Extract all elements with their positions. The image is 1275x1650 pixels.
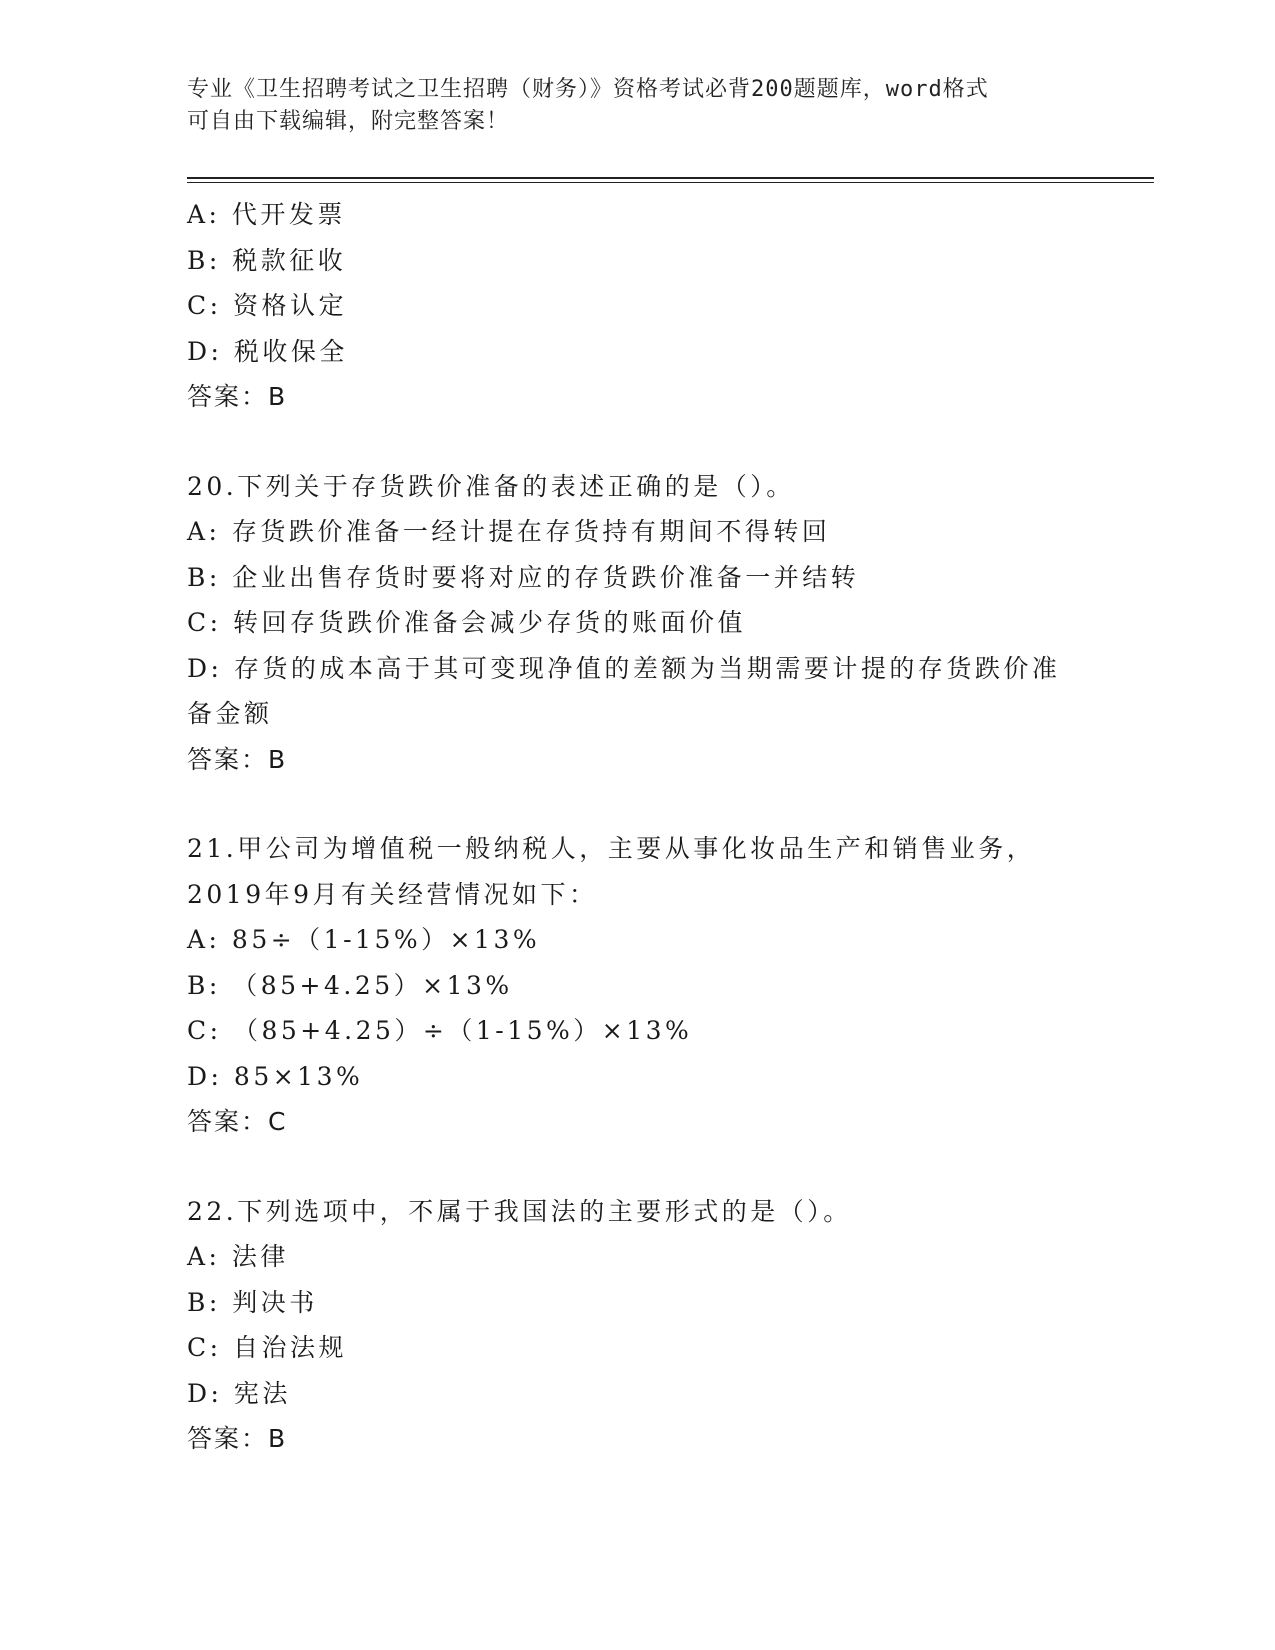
spacer <box>187 1145 1087 1189</box>
option-c: C: （85+4.25）÷（1-15%）×13% <box>187 1016 693 1045</box>
option-c: C: 资格认定 <box>187 291 347 320</box>
header-rule-thick <box>187 177 1154 179</box>
option-a: A: 85÷（1-15%）×13% <box>187 925 541 954</box>
spacer <box>187 782 1087 826</box>
option-c: C: 自治法规 <box>187 1333 347 1362</box>
option-a: A: 代开发票 <box>187 200 346 229</box>
question-text: 21.甲公司为增值税一般纳税人，主要从事化妆品生产和销售业务， <box>187 834 1036 863</box>
question-text: 20.下列关于存货跌价准备的表述正确的是（）。 <box>187 471 795 501</box>
header-rule-thin <box>187 182 1154 183</box>
question-text-continued: 2019年9月有关经营情况如下： <box>187 879 598 909</box>
option-c: C: 转回存货跌价准备会减少存货的账面价值 <box>187 608 746 637</box>
option-b: B: （85+4.25）×13% <box>187 970 513 1000</box>
answer-line: 答案：B <box>187 1424 288 1453</box>
question-text: 22.下列选项中，不属于我国法的主要形式的是（）。 <box>187 1196 852 1226</box>
option-d-continued: 备金额 <box>187 699 273 728</box>
answer-line: 答案：B <box>187 382 288 411</box>
answer-line: 答案：C <box>187 1107 288 1136</box>
option-d: D: 宪法 <box>187 1378 291 1408</box>
spacer <box>187 420 1087 464</box>
option-a: A: 存货跌价准备一经计提在存货持有期间不得转回 <box>187 517 831 546</box>
question-20 <box>187 464 1087 783</box>
header-line-1: 专业《卫生招聘考试之卫生招聘（财务）》资格考试必背200题题库，word格式 <box>187 77 989 102</box>
document-header <box>187 74 1087 138</box>
question-21 <box>187 826 1087 1145</box>
option-d: D: 存货的成本高于其可变现净值的差额为当期需要计提的存货跌价准 <box>187 653 1061 683</box>
question-22 <box>187 1189 1087 1462</box>
option-b: B: 税款征收 <box>187 245 347 275</box>
option-b: B: 企业出售存货时要将对应的存货跌价准备一并结转 <box>187 562 860 592</box>
question-19 <box>187 192 1087 420</box>
option-d: D: 85×13% <box>187 1061 364 1091</box>
header-line-2: 可自由下载编辑，附完整答案！ <box>187 109 510 134</box>
option-b: B: 判决书 <box>187 1287 318 1317</box>
option-d: D: 税收保全 <box>187 336 348 366</box>
option-a: A: 法律 <box>187 1242 289 1271</box>
question-list <box>187 192 1087 1462</box>
answer-line: 答案：B <box>187 744 288 774</box>
